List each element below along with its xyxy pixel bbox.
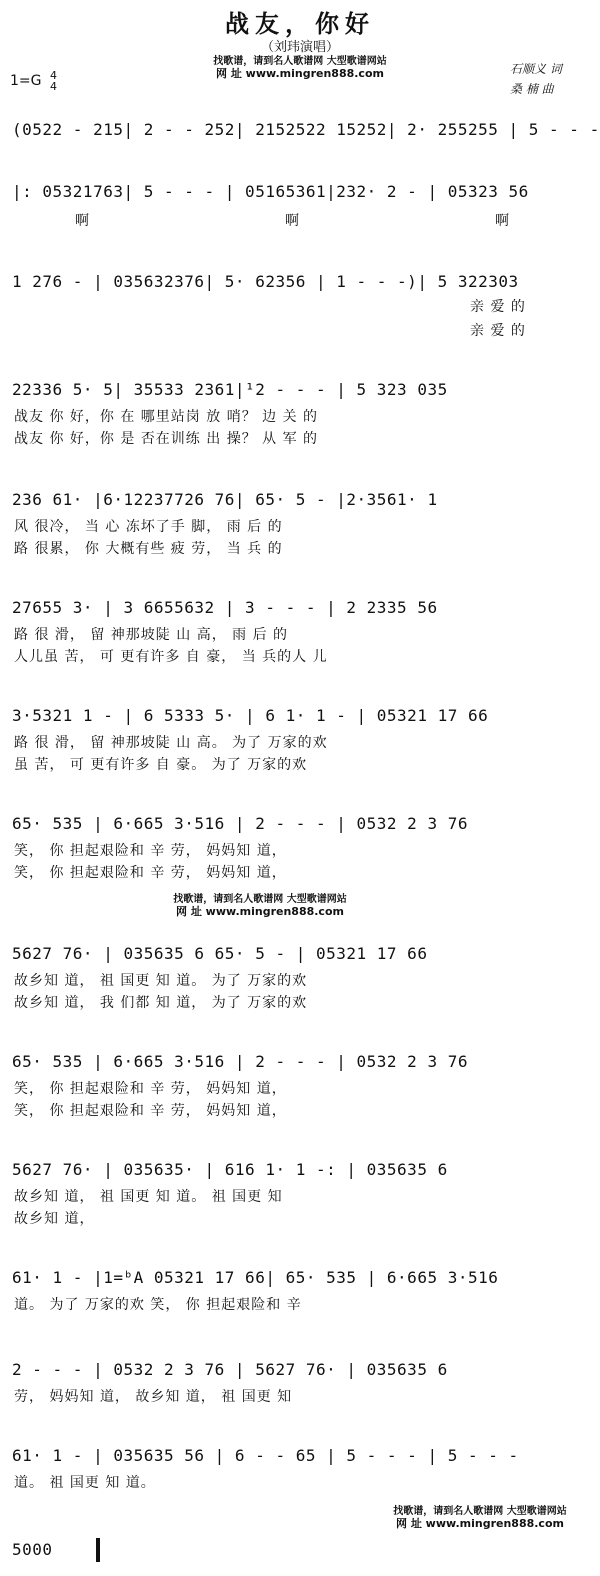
notation-row-5: 236 61· |6·12237726 76| 65· 5 - |2·3561· 1 xyxy=(12,490,438,509)
final-barline xyxy=(96,1538,100,1562)
song-title: 战友，你好 xyxy=(225,10,375,38)
notation-row-6: 27655 3· | 3 6655632 | 3 - - - | 2 2335 56 xyxy=(12,598,438,617)
lyric-row-4-v1: 战友 你 好，你 在 哪里站岗 放 哨？ 边 关 的 xyxy=(14,409,319,425)
lyric-row-9-v2: 故乡知 道， 我 们都 知 道， 为了 万家的欢 xyxy=(14,995,308,1011)
lyric-row-2-c: 啊 xyxy=(495,213,510,229)
composer-credit: 桑 楠 曲 xyxy=(510,82,554,96)
lyric-row-5-v1: 风 很冷， 当 心 冻坏了手 脚， 雨 后 的 xyxy=(14,519,283,535)
watermark-bottom-line2: 网 址 www.mingren888.com xyxy=(396,1517,564,1530)
watermark-middle-line2: 网 址 www.mingren888.com xyxy=(176,905,344,918)
lyric-row-9-v1: 故乡知 道， 祖 国更 知 道。 为了 万家的欢 xyxy=(14,973,308,989)
watermark-line1: 找歌谱，请到名人歌谱网 大型歌谱网站 xyxy=(213,56,387,67)
notation-row-8: 65· 535 | 6·665 3·516 | 2 - - - | 0532 2 3 76 xyxy=(12,814,468,833)
lyric-row-6-v1: 路 很 滑， 留 神那坡陡 山 高， 雨 后 的 xyxy=(14,627,289,643)
key-label: 1=G xyxy=(10,73,42,89)
notation-row-2: |: 05321763| 5 - - - | 05165361|232· 2 - | 05323 56 xyxy=(12,182,529,201)
watermark-line2: 网 址 www.mingren888.com xyxy=(216,67,384,80)
time-numerator: 4 xyxy=(49,69,57,82)
watermark-middle-line1: 找歌谱，请到名人歌谱网 大型歌谱网站 xyxy=(173,894,347,905)
lyric-row-5-v2: 路 很累， 你 大概有些 疲 劳， 当 兵 的 xyxy=(14,541,283,557)
notation-row-12: 61· 1 - |1=ᵇA 05321 17 66| 65· 535 | 6·665 3·516 xyxy=(12,1268,499,1287)
lyricist-credit: 石顺义 词 xyxy=(510,62,562,76)
watermark-top xyxy=(180,56,420,80)
lyric-row-8-v1: 笑， 你 担起艰险和 辛 劳， 妈妈知 道， xyxy=(14,843,287,859)
watermark-middle xyxy=(140,894,380,918)
notation-row-3: 1 276 - | 035632376| 5· 62356 | 1 - - -)| 5 322303 xyxy=(12,272,519,291)
lyric-row-13-v1: 劳， 妈妈知 道， 故乡知 道， 祖 国更 知 xyxy=(14,1389,293,1405)
lyric-row-4-v2: 战友 你 好，你 是 否在训练 出 操？ 从 军 的 xyxy=(14,431,319,447)
lyric-row-3-v2: 亲 爱 的 xyxy=(470,323,526,339)
lyric-row-3-v1: 亲 爱 的 xyxy=(470,299,526,315)
notation-row-11: 5627 76· | 035635· | 616 1· 1 -: | 035635 6 xyxy=(12,1160,448,1179)
notation-row-4: 22336 5· 5| 35533 2361|¹2 - - - | 5 323 035 xyxy=(12,380,448,399)
watermark-bottom-line1: 找歌谱，请到名人歌谱网 大型歌谱网站 xyxy=(393,1506,567,1517)
time-signature xyxy=(50,70,57,92)
notation-row-1: (0522 - 215| 2 - - 252| 2152522 15252| 2· 255255 | 5 - - - xyxy=(12,120,600,139)
lyric-row-10-v2: 笑， 你 担起艰险和 辛 劳， 妈妈知 道， xyxy=(14,1103,287,1119)
lyric-row-10-v1: 笑， 你 担起艰险和 辛 劳， 妈妈知 道， xyxy=(14,1081,287,1097)
notation-row-10: 65· 535 | 6·665 3·516 | 2 - - - | 0532 2 3 76 xyxy=(12,1052,468,1071)
notation-row-13: 2 - - - | 0532 2 3 76 | 5627 76· | 035635 6 xyxy=(12,1360,448,1379)
lyric-row-11-v2: 故乡知 道， xyxy=(14,1211,95,1227)
watermark-bottom xyxy=(360,1506,600,1530)
lyric-row-11-v1: 故乡知 道， 祖 国更 知 道。 祖 国更 知 xyxy=(14,1189,283,1205)
time-denominator: 4 xyxy=(49,80,57,93)
lyric-row-12-v1: 道。 为了 万家的欢 笑， 你 担起艰险和 辛 xyxy=(14,1297,302,1313)
singer-credit: （刘玮演唱） xyxy=(260,40,339,55)
lyric-row-7-v1: 路 很 滑， 留 神那坡陡 山 高。 为了 万家的欢 xyxy=(14,735,328,751)
notation-row-15: 5000 xyxy=(12,1540,53,1559)
notation-row-7: 3·5321 1 - | 6 5333 5· | 6 1· 1 - | 05321 17 66 xyxy=(12,706,489,725)
lyric-row-7-v2: 虽 苦， 可 更有许多 自 豪。 为了 万家的欢 xyxy=(14,757,308,773)
lyric-row-14-v1: 道。 祖 国更 知 道。 xyxy=(14,1475,156,1491)
lyric-row-2-b: 啊 xyxy=(285,213,300,229)
lyric-row-8-v2: 笑， 你 担起艰险和 辛 劳， 妈妈知 道， xyxy=(14,865,287,881)
lyric-row-6-v2: 人儿虽 苦， 可 更有许多 自 豪， 当 兵的人 儿 xyxy=(14,649,328,665)
key-signature xyxy=(10,70,57,92)
lyric-row-2-a: 啊 xyxy=(75,213,90,229)
notation-row-9: 5627 76· | 035635 6 65· 5 - | 05321 17 66 xyxy=(12,944,428,963)
notation-row-14: 61· 1 - | 035635 56 | 6 - - 65 | 5 - - - | 5 - - - xyxy=(12,1446,519,1465)
